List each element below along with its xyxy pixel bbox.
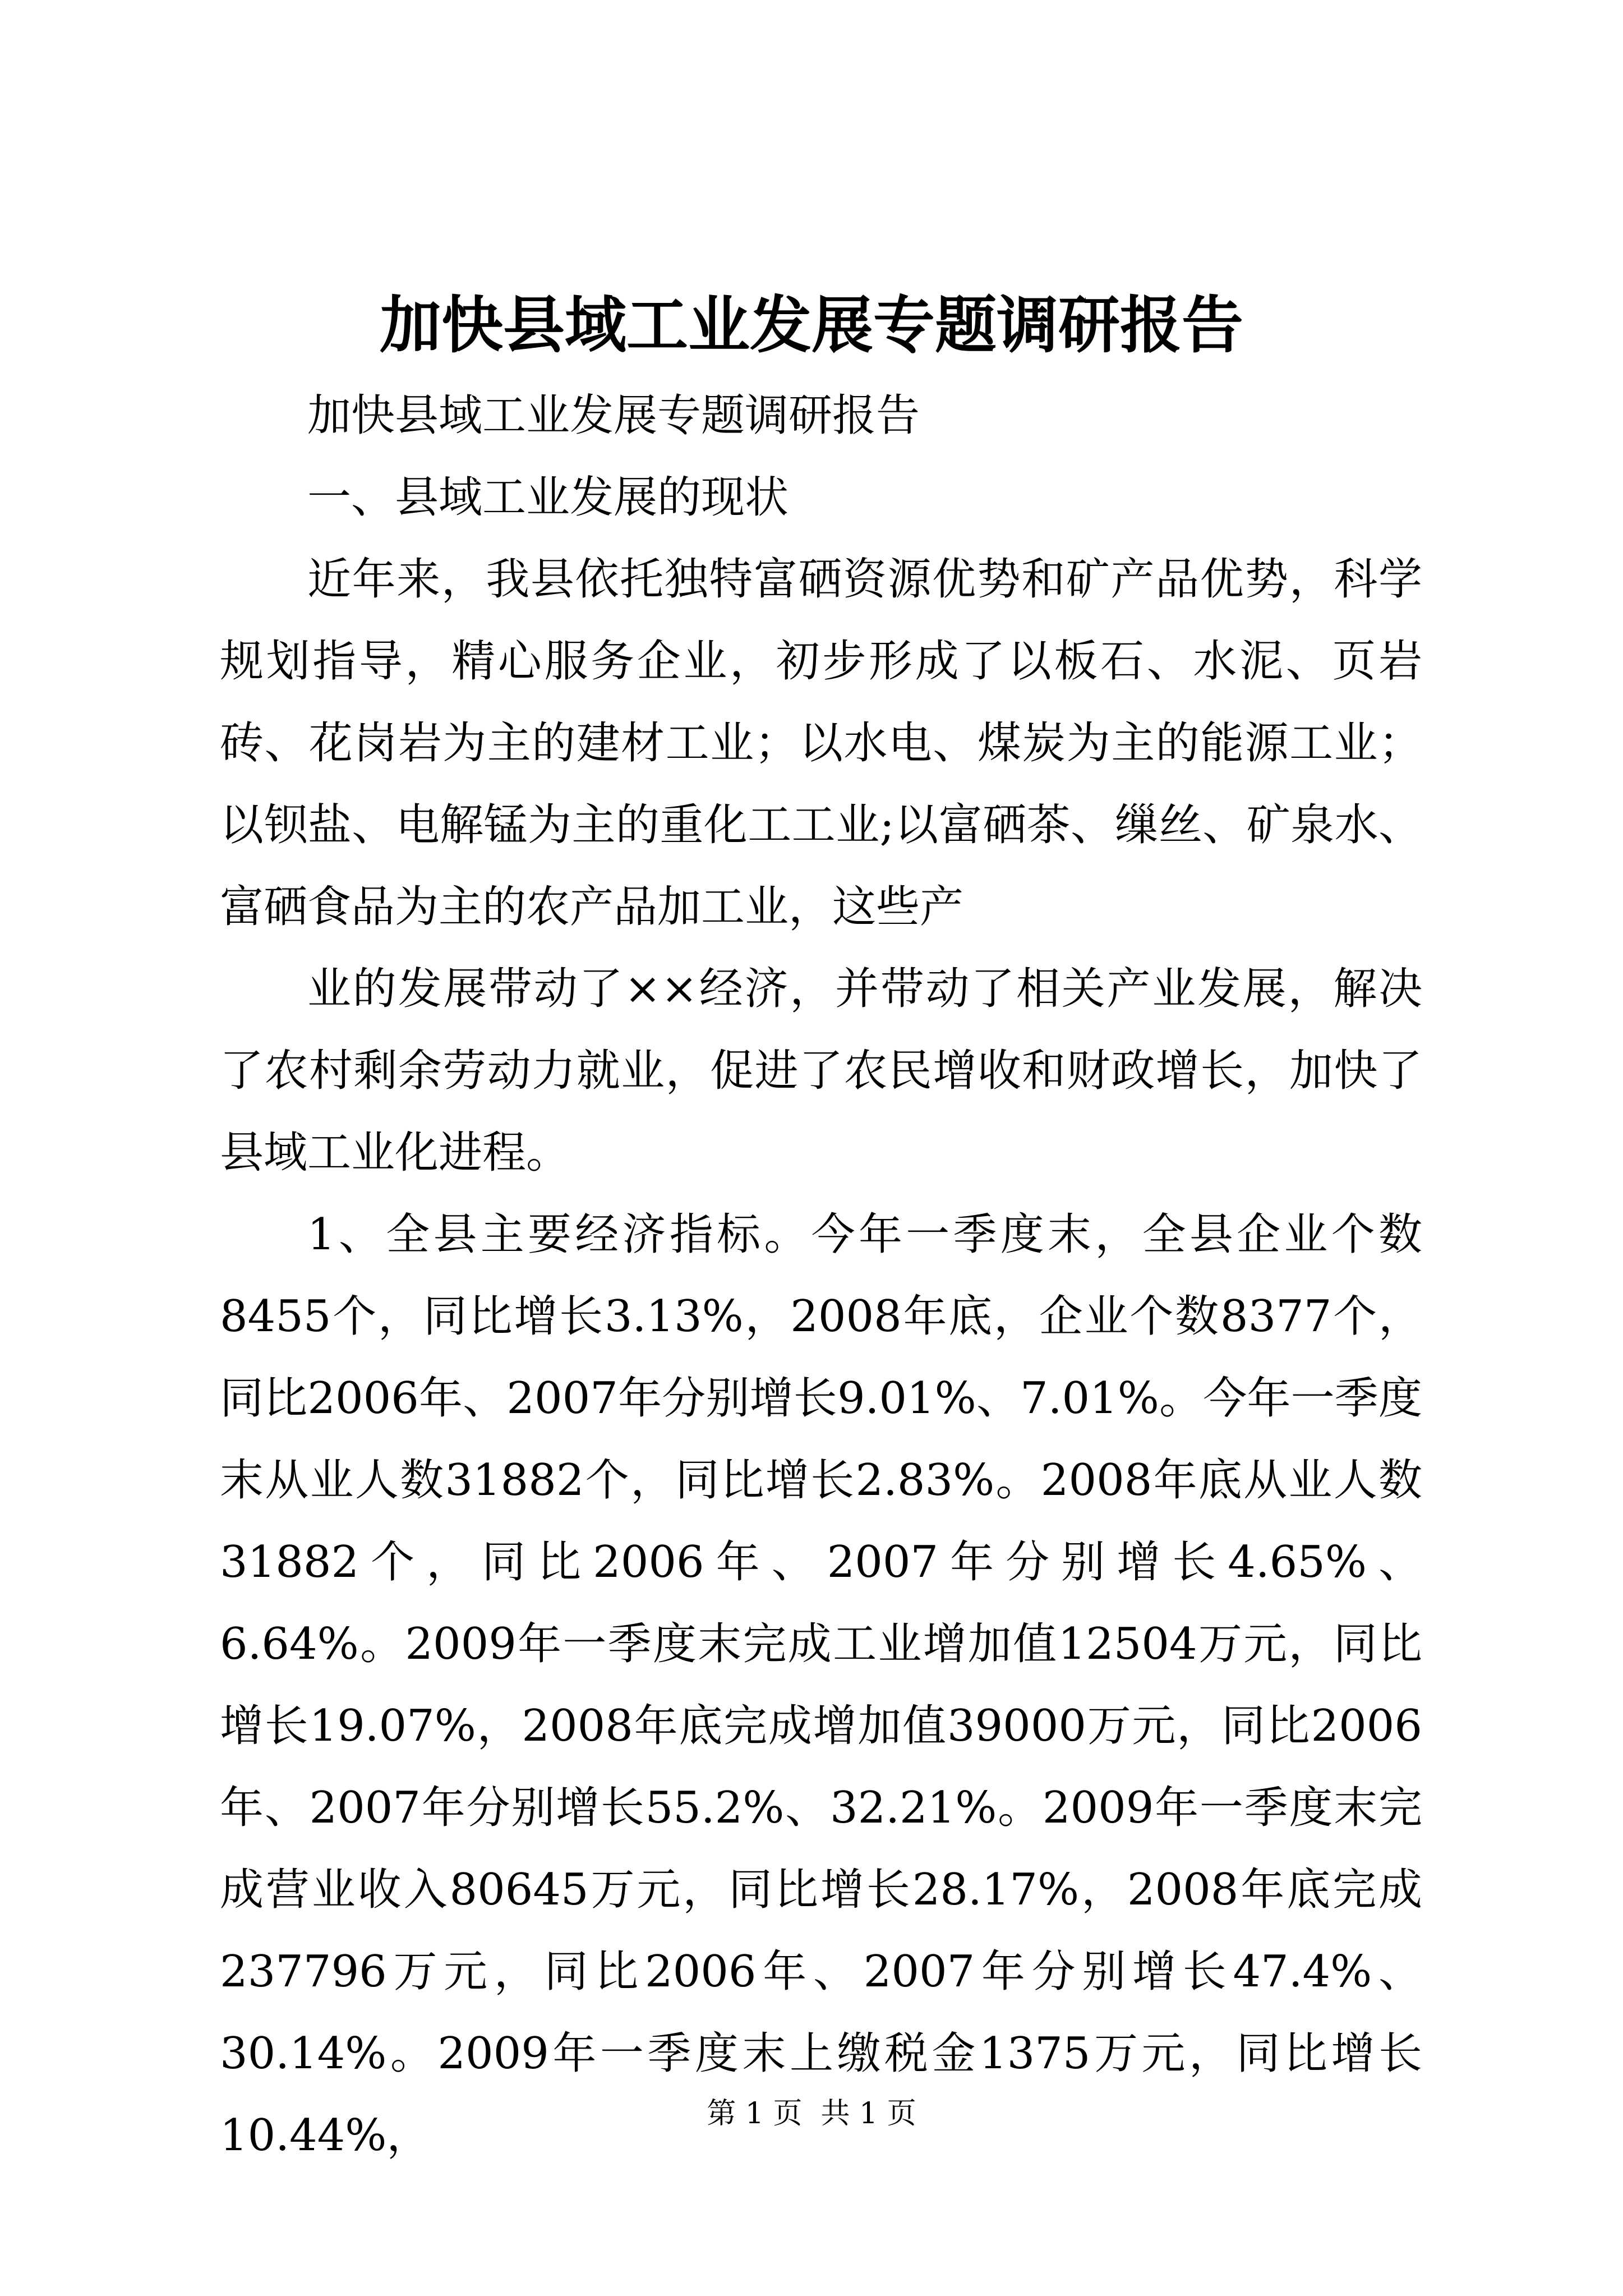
paragraph-impact: 业的发展带动了××经济，并带动了相关产业发展，解决了农村剩余劳动力就业，促进了农民增收和财政增长，加快了县域工业化进程。: [220, 964, 1422, 1178]
paragraph-economic-indicators: 1、全县主要经济指标。今年一季度末，全县企业个数8455个，同比增长3.13%，2008年底，企业个数8377个，同比2006年、2007年分别增长9.01%、7.01%。今年一季度末从业人数31882个，同比增长2.83%。2008年底从业人数31882个，同比2006年、2007年分别增长4.65%、6.64%。2009年一季度末完成工业增加值12504万元，同比增长19.07%，2008年底完成增加值39000万元，同比2006年、2007年分别增长55.2%、32.21%。2009年一季度末完成营业收入80645万元，同比增长28.17%，2008年底完成237796万元，同比2006年、2007年分别增长47.4%、30.14%。2009年一季度末上缴税金1375万元，同比增长10.44%，: [220, 1209, 1422, 2161]
paragraph-subtitle: 加快县域工业发展专题调研报告: [307, 390, 920, 441]
paragraph-section-heading: 一、县域工业发展的现状: [307, 472, 789, 523]
page-footer: 第 1 页 共 1 页: [707, 2097, 916, 2131]
paragraph-overview: 近年来，我县依托独特富硒资源优势和矿产品优势，科学规划指导，精心服务企业，初步形成了以板石、水泥、页岩砖、花岗岩为主的建材工业；以水电、煤炭为主的能源工业；以钡盐、电解锰为主的重化工工业;以富硒茶、缫丝、矿泉水、富硒食品为主的农产品加工业，这些产: [220, 554, 1422, 932]
document-title: 加快县域工业发展专题调研报告: [380, 289, 1243, 361]
document-body: [220, 375, 1422, 2177]
